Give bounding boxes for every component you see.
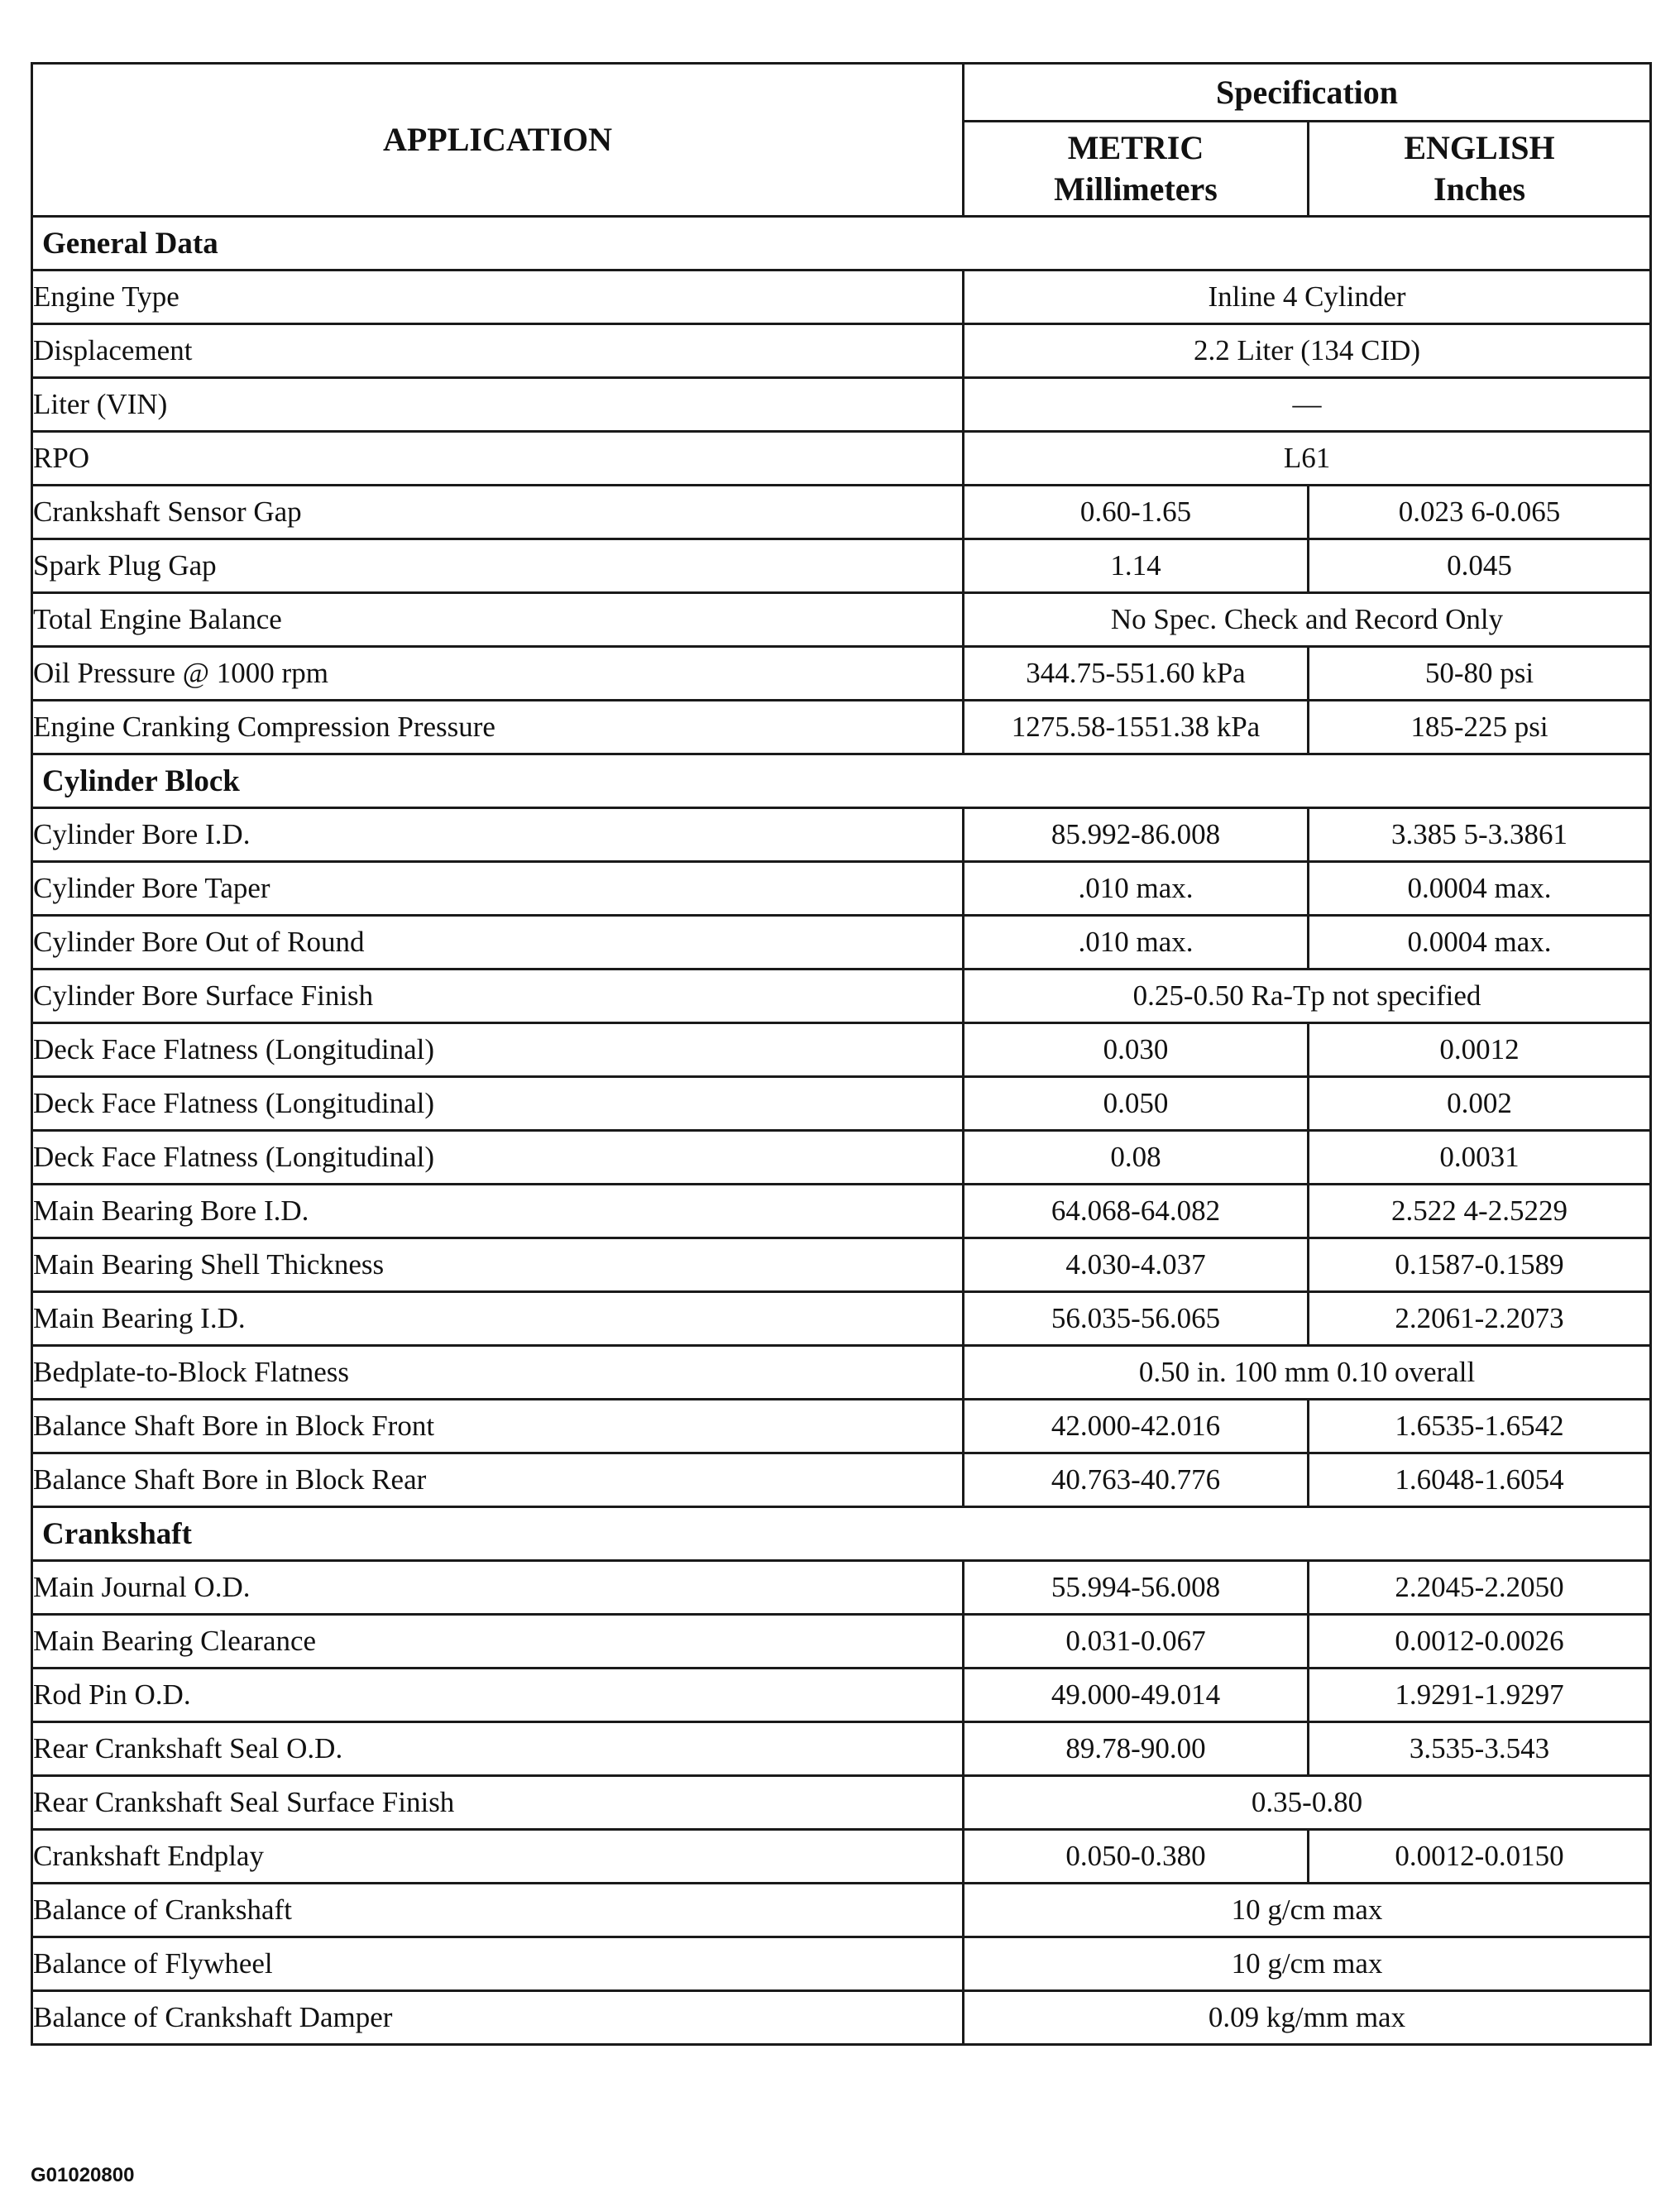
application-cell: Cylinder Bore Surface Finish	[32, 970, 964, 1023]
metric-cell: 89.78-90.00	[964, 1722, 1309, 1776]
metric-cell: 0.050-0.380	[964, 1830, 1309, 1884]
application-cell: Main Bearing I.D.	[32, 1292, 964, 1346]
english-cell: 2.2061-2.2073	[1309, 1292, 1651, 1346]
metric-cell: 1.14	[964, 539, 1309, 593]
specification-table	[31, 62, 1652, 2046]
english-cell: 0.045	[1309, 539, 1651, 593]
table-row	[32, 1346, 1651, 1400]
application-cell: Crankshaft Sensor Gap	[32, 486, 964, 539]
english-cell: 0.0012	[1309, 1023, 1651, 1077]
section-row	[32, 1507, 1651, 1561]
metric-header	[964, 122, 1309, 217]
metric-header-line1: METRIC	[1067, 129, 1204, 167]
english-cell: 50-80 psi	[1309, 647, 1651, 701]
application-cell: Deck Face Flatness (Longitudinal)	[32, 1131, 964, 1185]
application-cell: Rear Crankshaft Seal Surface Finish	[32, 1776, 964, 1830]
table-row	[32, 1615, 1651, 1669]
application-cell: Liter (VIN)	[32, 378, 964, 432]
table-row	[32, 1023, 1651, 1077]
metric-cell: 64.068-64.082	[964, 1185, 1309, 1238]
english-cell: 0.1587-0.1589	[1309, 1238, 1651, 1292]
metric-cell: 40.763-40.776	[964, 1453, 1309, 1507]
application-cell: Displacement	[32, 324, 964, 378]
application-cell: Spark Plug Gap	[32, 539, 964, 593]
table-row	[32, 486, 1651, 539]
metric-cell: 0.030	[964, 1023, 1309, 1077]
table-row	[32, 647, 1651, 701]
section-title: General Data	[32, 217, 1651, 271]
application-cell: Engine Cranking Compression Pressure	[32, 701, 964, 754]
application-cell: Main Bearing Shell Thickness	[32, 1238, 964, 1292]
table-row	[32, 378, 1651, 432]
table-row	[32, 1991, 1651, 2045]
combined-spec-cell: 0.50 in. 100 mm 0.10 overall	[964, 1346, 1651, 1400]
table-row	[32, 1561, 1651, 1615]
table-row	[32, 1776, 1651, 1830]
table-row	[32, 1453, 1651, 1507]
table-row	[32, 324, 1651, 378]
english-header-line1: ENGLISH	[1404, 129, 1555, 167]
english-cell: 0.0012-0.0150	[1309, 1830, 1651, 1884]
application-cell: Total Engine Balance	[32, 593, 964, 647]
table-row	[32, 432, 1651, 486]
metric-cell: 49.000-49.014	[964, 1669, 1309, 1722]
english-cell: 1.6535-1.6542	[1309, 1400, 1651, 1453]
table-row	[32, 271, 1651, 324]
table-body	[32, 217, 1651, 2045]
application-cell: Main Journal O.D.	[32, 1561, 964, 1615]
english-cell: 1.9291-1.9297	[1309, 1669, 1651, 1722]
metric-cell: .010 max.	[964, 916, 1309, 970]
table-row	[32, 1077, 1651, 1131]
metric-cell: 0.60-1.65	[964, 486, 1309, 539]
table-row	[32, 1722, 1651, 1776]
table-row	[32, 808, 1651, 862]
english-header	[1309, 122, 1651, 217]
application-cell: Main Bearing Bore I.D.	[32, 1185, 964, 1238]
table-row	[32, 916, 1651, 970]
metric-cell: 55.994-56.008	[964, 1561, 1309, 1615]
combined-spec-cell: 2.2 Liter (134 CID)	[964, 324, 1651, 378]
application-cell: Deck Face Flatness (Longitudinal)	[32, 1077, 964, 1131]
metric-cell: .010 max.	[964, 862, 1309, 916]
english-header-line2: Inches	[1433, 170, 1526, 208]
english-cell: 2.522 4-2.5229	[1309, 1185, 1651, 1238]
english-cell: 0.002	[1309, 1077, 1651, 1131]
section-row	[32, 217, 1651, 271]
english-cell: 2.2045-2.2050	[1309, 1561, 1651, 1615]
english-cell: 0.023 6-0.065	[1309, 486, 1651, 539]
table-header	[32, 64, 1651, 217]
english-cell: 1.6048-1.6054	[1309, 1453, 1651, 1507]
metric-cell: 0.08	[964, 1131, 1309, 1185]
table-row	[32, 862, 1651, 916]
metric-cell: 344.75-551.60 kPa	[964, 647, 1309, 701]
english-cell: 0.0031	[1309, 1131, 1651, 1185]
application-cell: Oil Pressure @ 1000 rpm	[32, 647, 964, 701]
specification-header: Specification	[964, 64, 1651, 122]
english-cell: 185-225 psi	[1309, 701, 1651, 754]
table-row	[32, 539, 1651, 593]
combined-spec-cell: 10 g/cm max	[964, 1937, 1651, 1991]
application-cell: Deck Face Flatness (Longitudinal)	[32, 1023, 964, 1077]
application-cell: Rear Crankshaft Seal O.D.	[32, 1722, 964, 1776]
metric-cell: 42.000-42.016	[964, 1400, 1309, 1453]
metric-header-line2: Millimeters	[1054, 170, 1218, 208]
application-cell: Balance of Crankshaft Damper	[32, 1991, 964, 2045]
combined-spec-cell: 10 g/cm max	[964, 1884, 1651, 1937]
english-cell: 0.0004 max.	[1309, 862, 1651, 916]
combined-spec-cell: 0.35-0.80	[964, 1776, 1651, 1830]
application-cell: Bedplate-to-Block Flatness	[32, 1346, 964, 1400]
english-cell: 0.0012-0.0026	[1309, 1615, 1651, 1669]
table-row	[32, 701, 1651, 754]
combined-spec-cell: 0.25-0.50 Ra-Tp not specified	[964, 970, 1651, 1023]
english-cell: 3.385 5-3.3861	[1309, 808, 1651, 862]
section-title: Crankshaft	[32, 1507, 1651, 1561]
figure-id: G01020800	[31, 2164, 135, 2186]
english-cell: 0.0004 max.	[1309, 916, 1651, 970]
application-cell: Cylinder Bore Out of Round	[32, 916, 964, 970]
table-row	[32, 970, 1651, 1023]
application-cell: Main Bearing Clearance	[32, 1615, 964, 1669]
application-cell: Balance of Flywheel	[32, 1937, 964, 1991]
application-cell: Balance Shaft Bore in Block Rear	[32, 1453, 964, 1507]
table-row	[32, 1131, 1651, 1185]
metric-cell: 85.992-86.008	[964, 808, 1309, 862]
application-cell: Cylinder Bore Taper	[32, 862, 964, 916]
table-row	[32, 1185, 1651, 1238]
application-cell: Balance of Crankshaft	[32, 1884, 964, 1937]
application-cell: Crankshaft Endplay	[32, 1830, 964, 1884]
metric-cell: 4.030-4.037	[964, 1238, 1309, 1292]
metric-cell: 56.035-56.065	[964, 1292, 1309, 1346]
combined-spec-cell: —	[964, 378, 1651, 432]
application-cell: Engine Type	[32, 271, 964, 324]
application-cell: RPO	[32, 432, 964, 486]
table-row	[32, 1884, 1651, 1937]
english-cell: 3.535-3.543	[1309, 1722, 1651, 1776]
application-cell: Cylinder Bore I.D.	[32, 808, 964, 862]
application-header: APPLICATION	[32, 64, 964, 217]
metric-cell: 0.031-0.067	[964, 1615, 1309, 1669]
application-cell: Balance Shaft Bore in Block Front	[32, 1400, 964, 1453]
combined-spec-cell: No Spec. Check and Record Only	[964, 593, 1651, 647]
combined-spec-cell: L61	[964, 432, 1651, 486]
section-title: Cylinder Block	[32, 754, 1651, 808]
table-row	[32, 1292, 1651, 1346]
table-row	[32, 1830, 1651, 1884]
table-row	[32, 1669, 1651, 1722]
metric-cell: 1275.58-1551.38 kPa	[964, 701, 1309, 754]
combined-spec-cell: Inline 4 Cylinder	[964, 271, 1651, 324]
section-row	[32, 754, 1651, 808]
table-row	[32, 1400, 1651, 1453]
table-row	[32, 1238, 1651, 1292]
application-cell: Rod Pin O.D.	[32, 1669, 964, 1722]
metric-cell: 0.050	[964, 1077, 1309, 1131]
combined-spec-cell: 0.09 kg/mm max	[964, 1991, 1651, 2045]
table-row	[32, 1937, 1651, 1991]
table-row	[32, 593, 1651, 647]
